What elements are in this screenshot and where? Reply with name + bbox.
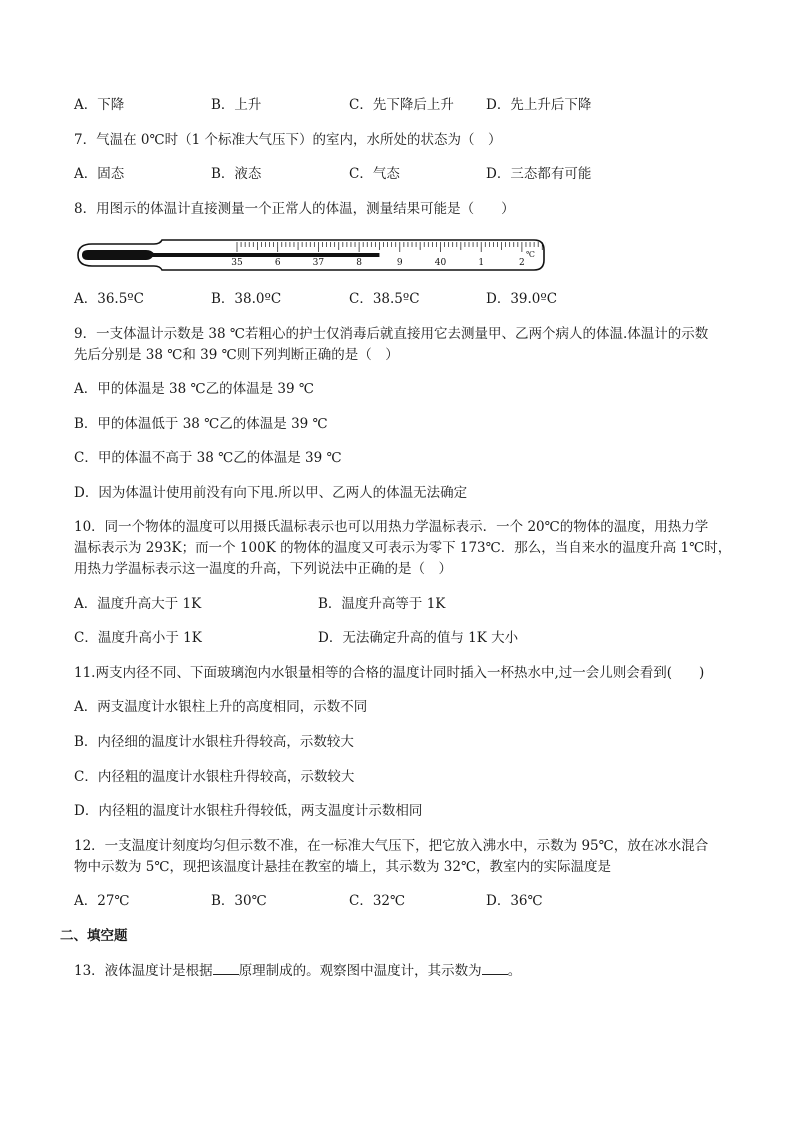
- q10-options-row1: [74, 594, 734, 614]
- q12-stem-line2: 物中示数为 5℃，现把该温度计悬挂在教室的墙上，其示数为 32℃，教室内的实际温度是: [74, 859, 612, 875]
- scale-label: 8: [356, 258, 362, 268]
- scale-label: 1: [478, 258, 485, 268]
- q13-blank-2[interactable]: [482, 960, 508, 975]
- q6-options: [74, 95, 734, 115]
- section-title: 二、填空题: [60, 928, 128, 944]
- q12-stem-line1: 12．一支温度计刻度均匀但示数不准，在一标准大气压下，把它放入沸水中，示数为 95℃，放在冰水混合: [74, 838, 709, 854]
- scale-label: 6: [274, 258, 281, 268]
- q13-part2: 原理制成的。观察图中温度计，其示数为: [238, 963, 482, 979]
- q13-part1: 13．液体温度计是根据: [74, 963, 213, 979]
- unit-label: ℃: [526, 250, 535, 259]
- q12-option-c[interactable]: C．32℃: [349, 893, 406, 909]
- mercury-column: [152, 253, 379, 257]
- q10-stem-line2: 温标表示为 293K；而一个 100K 的物体的温度又可表示为零下 173℃．那么，当自来水的温度升高 1℃时，: [74, 540, 732, 556]
- q8-option-b[interactable]: B．38.0ºC: [211, 291, 282, 307]
- q12-option-d[interactable]: D．36℃: [486, 893, 543, 909]
- q6-option-d[interactable]: D．先上升后下降: [486, 97, 592, 113]
- q9-stem-line2: 先后分别是 38 ℃和 39 ℃则下列判断正确的是（ ）: [74, 347, 399, 363]
- q10-option-c[interactable]: C．温度升高小于 1K: [74, 630, 202, 646]
- q8-option-a[interactable]: A．36.5ºC: [74, 291, 144, 307]
- q7-option-a[interactable]: A．固态: [74, 166, 125, 182]
- q12-option-b[interactable]: B．30℃: [211, 893, 267, 909]
- q10-options-row2: [74, 628, 734, 648]
- q7-option-c[interactable]: C．气态: [349, 166, 400, 182]
- q11-option-d[interactable]: D．内径粗的温度计水银柱升得较低，两支温度计示数相同: [74, 803, 423, 819]
- q9-option-d[interactable]: D．因为体温计使用前没有向下甩.所以甲、乙两人的体温无法确定: [74, 485, 468, 501]
- q7-options: [74, 164, 734, 184]
- q10-option-d[interactable]: D．无法确定升高的值与 1K 大小: [318, 630, 519, 646]
- q9-stem-line1: 9．一支体温计示数是 38 ℃若粗心的护士仅消毒后就直接用它去测量甲、乙两个病人的体温.体温计的示数: [74, 326, 709, 342]
- q10-stem-line1: 10．同一个物体的温度可以用摄氏温标表示也可以用热力学温标表示．一个 20℃的物体的温度，用热力学: [74, 519, 709, 535]
- q8-option-c[interactable]: C．38.5ºC: [349, 291, 420, 307]
- q10-option-a[interactable]: A．温度升高大于 1K: [74, 596, 202, 612]
- scale-label: 9: [396, 258, 403, 268]
- thermometer-figure: [74, 238, 546, 272]
- q7-option-b[interactable]: B．液态: [211, 166, 262, 182]
- scale-label: 2: [519, 258, 525, 268]
- q11-option-b[interactable]: B．内径细的温度计水银柱升得较高，示数较大: [74, 734, 354, 750]
- q11-option-c[interactable]: C．内径粗的温度计水银柱升得较高，示数较大: [74, 769, 355, 785]
- q8-stem: 8．用图示的体温计直接测量一个正常人的体温，测量结果可能是（ ）: [74, 201, 515, 217]
- q13-stem: [74, 960, 521, 981]
- q10-stem-line3: 用热力学温标表示这一温度的升高，下列说法中正确的是（ ）: [74, 561, 452, 577]
- q10-option-b[interactable]: B．温度升高等于 1K: [318, 596, 446, 612]
- q8-options: [74, 289, 734, 309]
- scale-label: 40: [434, 258, 447, 268]
- q6-option-a[interactable]: A．下降: [74, 97, 125, 113]
- q7-option-d[interactable]: D．三态都有可能: [486, 166, 592, 182]
- q11-option-a[interactable]: A．两支温度计水银柱上升的高度相同，示数不同: [74, 699, 368, 715]
- q11-stem: 11.两支内径不同、下面玻璃泡内水银量相等的合格的温度计同时插入一杯热水中,过一会儿则会看到( ): [74, 665, 705, 681]
- q9-option-b[interactable]: B．甲的体温低于 38 ℃乙的体温是 39 ℃: [74, 416, 328, 432]
- q12-options: [74, 891, 734, 911]
- scale-label: 35: [231, 258, 243, 268]
- q9-option-c[interactable]: C．甲的体温不高于 38 ℃乙的体温是 39 ℃: [74, 450, 342, 466]
- q13-part3: 。: [507, 963, 522, 979]
- q12-option-a[interactable]: A．27℃: [74, 893, 130, 909]
- q9-option-a[interactable]: A．甲的体温是 38 ℃乙的体温是 39 ℃: [74, 381, 314, 397]
- q13-blank-1[interactable]: [213, 960, 239, 975]
- scale-label: 37: [312, 258, 325, 268]
- q6-option-c[interactable]: C．先下降后上升: [349, 97, 454, 113]
- q8-option-d[interactable]: D．39.0ºC: [486, 291, 558, 307]
- q7-stem: 7．气温在 0℃时（1 个标准大气压下）的室内，水所处的状态为（ ）: [74, 132, 502, 148]
- q6-option-b[interactable]: B．上升: [211, 97, 262, 113]
- thermometer-bulb: [82, 250, 154, 260]
